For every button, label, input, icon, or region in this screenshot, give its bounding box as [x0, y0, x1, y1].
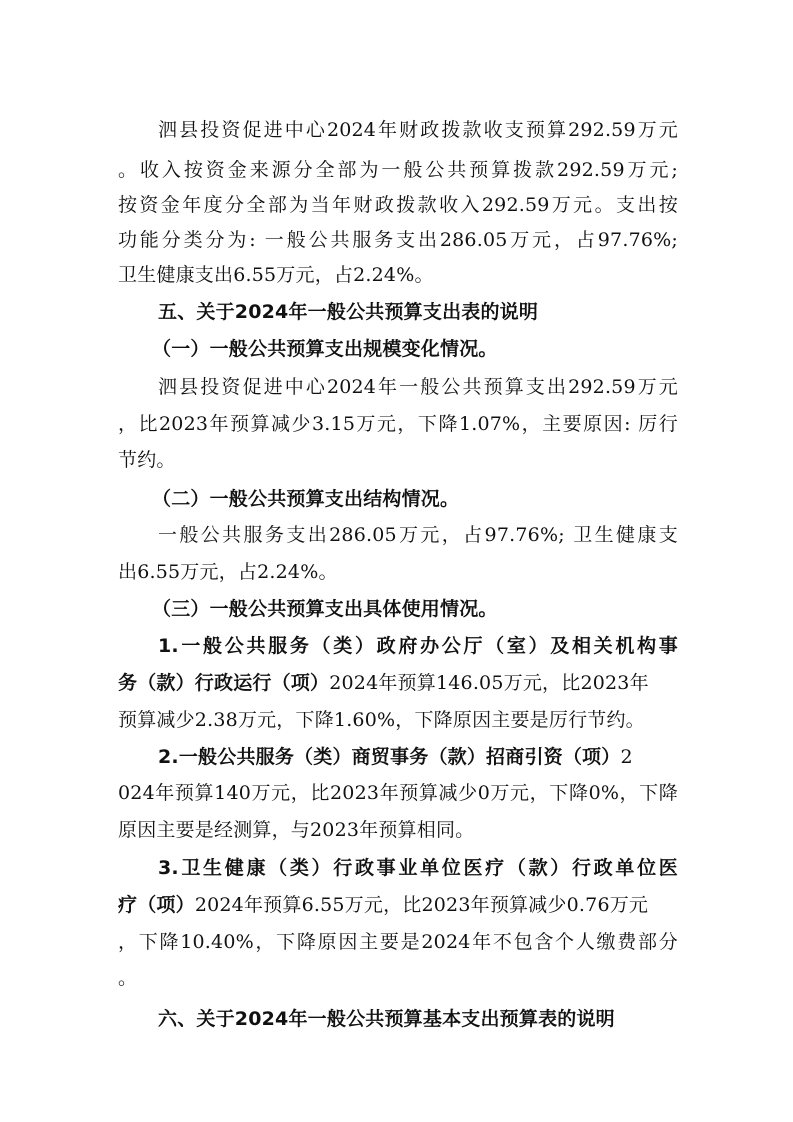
item-3-line-3: ，下降10.40%，下降原因主要是2024年不包含个人缴费部分	[118, 931, 678, 953]
sub-2-line-2: 出6.55万元，占2.24%。	[118, 561, 338, 583]
item-2-line-1	[158, 745, 678, 769]
item-2-line-1-rest: 2	[620, 746, 633, 768]
item-1-line-1: 1.一般公共服务（类）政府办公厅（室）及相关机构事	[158, 635, 678, 657]
item-3-line-2-bold: 疗（项）	[118, 894, 195, 916]
item-2-line-1-bold: 2.一般公共服务（类）商贸事务（款）招商引资（项）	[158, 746, 621, 768]
section-6-heading: 六、关于2024年一般公共预算基本支出预算表的说明	[158, 1008, 615, 1030]
p1-line-5: 卫生健康支出6.55万元，占2.24%。	[118, 264, 434, 286]
item-3-line-1: 3.卫生健康（类）行政事业单位医疗（款）行政单位医	[158, 857, 678, 879]
item-1-line-2-bold: 务（款）行政运行（项）	[118, 672, 330, 694]
sub-1-heading: （一）一般公共预算支出规模变化情况。	[152, 338, 498, 360]
sub-3-heading: （三）一般公共预算支出具体使用情况。	[152, 598, 498, 620]
section-5-heading: 五、关于2024年一般公共预算支出表的说明	[158, 301, 539, 323]
p1-line-2: 。收入按资金来源分全部为一般公共预算拨款292.59万元;	[118, 159, 678, 181]
p1-line-3: 按资金年度分全部为当年财政拨款收入292.59万元。支出按	[118, 194, 678, 216]
sub-2-heading: （二）一般公共预算支出结构情况。	[152, 488, 460, 510]
p1-line-4: 功能分类分为: 一般公共服务支出286.05万元，占97.76%;	[118, 229, 678, 251]
item-3-line-4: 。	[118, 967, 138, 989]
item-1-line-2	[118, 671, 678, 695]
item-1-line-2-rest: 2024年预算146.05万元，比2023年	[329, 672, 649, 694]
sub-1-line-2: ，比2023年预算减少3.15万元，下降1.07%，主要原因: 厉行	[118, 413, 678, 435]
item-3-line-2-rest: 2024年预算6.55万元，比2023年预算减少0.76万元	[194, 894, 649, 916]
item-3-line-2	[118, 893, 678, 917]
item-2-line-2: 024年预算140万元，比2023年预算减少0万元，下降0%，下降	[118, 782, 678, 804]
sub-2-line-1: 一般公共服务支出286.05万元，占97.76%; 卫生健康支	[158, 524, 678, 546]
item-2-line-3: 原因主要是经测算，与2023年预算相同。	[118, 819, 475, 841]
p1-line-1: 泗县投资促进中心2024年财政拨款收支预算292.59万元	[158, 119, 678, 141]
item-1-line-3: 预算减少2.38万元，下降1.60%，下降原因主要是厉行节约。	[118, 709, 645, 731]
sub-1-line-3: 节约。	[118, 449, 176, 471]
sub-1-line-1: 泗县投资促进中心2024年一般公共预算支出292.59万元	[158, 376, 678, 398]
